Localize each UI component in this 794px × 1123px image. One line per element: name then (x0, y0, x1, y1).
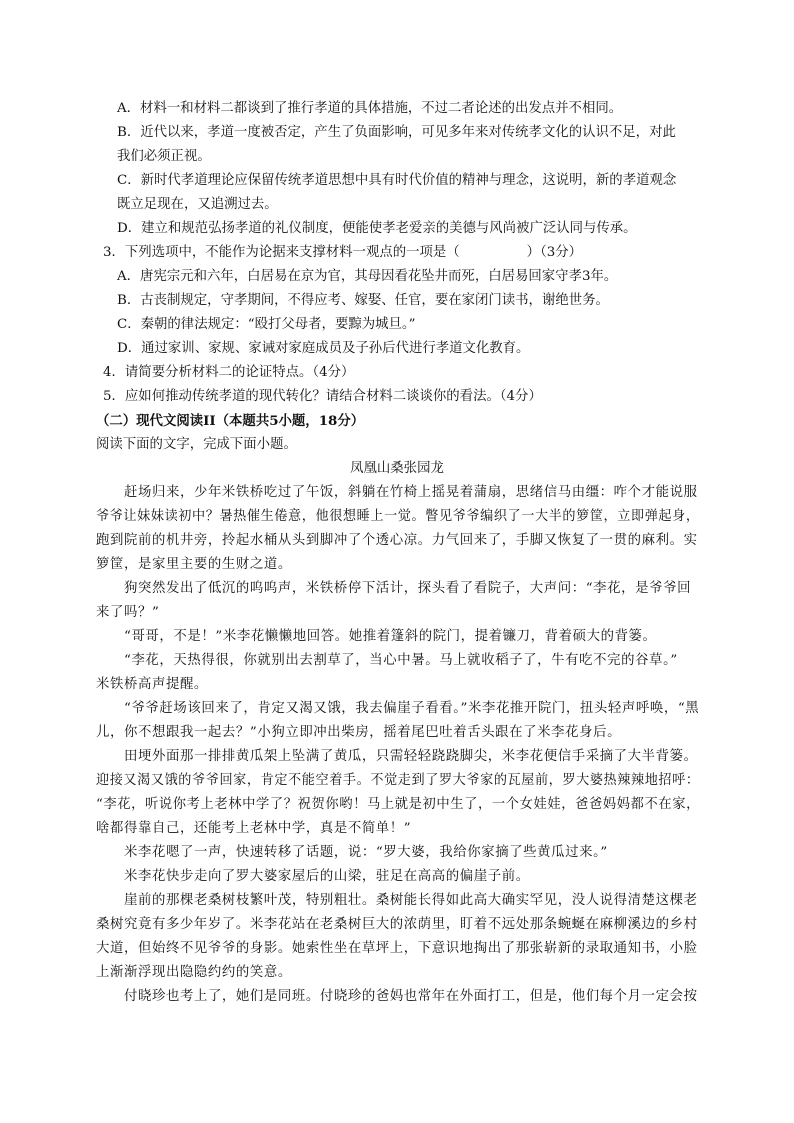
story-paragraph-line: 崖前的那棵老桑树枝繁叶茂，特别粗壮。桑树能长得如此高大确实罕见，没人说得清楚这棵老 (124, 893, 698, 908)
q3-option-d: D．通过家训、家规、家诫对家庭成员及子孙后代进行孝道文化教育。 (117, 341, 530, 356)
story-paragraph-line: 田埂外面那一排排黄瓜架上坠满了黄瓜，只需轻轻跷跷脚尖，米李花便信手采摘了大半背篓。 (124, 749, 698, 764)
story-paragraph-line: 米李花快步走向了罗大婆家屋后的山梁，驻足在高高的偏崖子前。 (124, 869, 530, 884)
question-3: 3．下列选项中，不能作为论据来支撑材料一观点的一项是（ ）（3分） (103, 245, 583, 260)
option-line-b-cont: 我们必须正视。 (117, 149, 211, 164)
option-line-c: C．新时代孝道理论应保留传统孝道思想中具有时代价值的精神与理念，这说明，新的孝道观念 (117, 173, 677, 188)
section-heading: （二）现代文阅读II（本题共5小题，18分） (96, 413, 365, 429)
story-paragraph-line: 米李花嗯了一声，快速转移了话题，说：“罗大婆，我给你家摘了些黄瓜过来。” (124, 845, 608, 860)
q3-option-a: A．唐宪宗元和六年，白居易在京为官，其母因看花坠井而死，白居易回家守孝3年。 (117, 269, 618, 284)
story-paragraph-line: 迎接又渴又饿的爷爷回家，肯定不能空着手。不觉走到了罗大爷家的瓦屋前，罗大婆热辣辣地招呼： (96, 773, 700, 788)
q3-option-b: B．古丧制规定，守孝期间，不得应考、嫁娶、任官，要在家闭门读书，谢绝世务。 (117, 293, 609, 308)
story-paragraph-line: 付晓珍也考上了，她们是同班。付晓珍的爸妈也常年在外面打工，但是，他们每个月一定会按 (124, 989, 698, 1004)
story-paragraph-line: 箩筐，是家里主要的生财之道。 (96, 557, 292, 572)
story-paragraph-line: “爷爷赶场该回来了，肯定又渴又饿，我去偏崖子看看。”米李花推开院门，扭头轻声呼唤，“黑 (124, 701, 700, 716)
story-paragraph-line: 米铁桥高声提醒。 (96, 677, 208, 692)
option-line-d: D．建立和规范弘扬孝道的礼仪制度，便能使孝老爱亲的美德与风尚被广泛认同与传承。 (117, 221, 637, 236)
story-paragraph-line: 来了吗？” (96, 605, 160, 620)
story-paragraph-line: 啥都得靠自己，还能考上老林中学，真是不简单！” (96, 821, 412, 836)
reading-instruction: 阅读下面的文字，完成下面小题。 (96, 437, 297, 452)
question-4: 4．请简要分析材料二的论证特点。（4分） (103, 365, 355, 380)
story-paragraph-line: “李花，天热得很，你就别出去割草了，当心中暑。马上就收稻子了，牛有吃不完的谷草。” (124, 653, 678, 668)
story-paragraph-line: 桑树究竟有多少年岁了。米李花站在老桑树巨大的浓荫里，盯着不远处那条蜿蜒在麻柳溪边的乡村 (96, 917, 698, 932)
story-title: 凤凰山桑张园龙 (350, 461, 444, 476)
story-paragraph-line: 狗突然发出了低沉的呜呜声，米铁桥停下活计，探头看了看院子，大声问：“李花，是爷爷回 (124, 581, 692, 596)
story-paragraph-line: “哥哥，不是！”米李花懒懒地回答。她推着篷斜的院门，提着镰刀，背着硕大的背篓。 (124, 629, 657, 644)
story-paragraph-line: 上渐渐浮现出隐隐约约的笑意。 (96, 965, 292, 980)
story-paragraph-line: 跑到院前的机井旁，拎起水桶从头到脚冲了个透心凉。力气回来了，手脚又恢复了一贯的麻利。实 (96, 533, 698, 548)
story-paragraph-line: “李花，听说你考上老林中学了？祝贺你哟！马上就是初中生了，一个女娃娃，爸爸妈妈都不在家， (96, 797, 701, 812)
option-line-b: B．近代以来，孝道一度被否定，产生了负面影响，可见多年来对传统孝文化的认识不足，对此 (117, 125, 676, 140)
q3-option-c: C．秦朝的律法规定：“殴打父母者，要黥为城旦。” (117, 317, 416, 332)
option-line-a: A．材料一和材料二都谈到了推行孝道的具体措施，不过二者论述的出发点并不相同。 (117, 101, 623, 116)
story-paragraph-line: 大道，但始终不见爷爷的身影。她索性坐在草坪上，下意识地掏出了那张崭新的录取通知书，小脸 (96, 941, 698, 956)
story-paragraph-line: 爷爷让妹妹读初中？暑热催生倦意，他很想睡上一觉。瞥见爷爷编织了一大半的箩筐，立即弹起身， (96, 509, 700, 524)
question-5: 5．应如何推动传统孝道的现代转化？请结合材料二谈谈你的看法。（4分） (103, 389, 542, 404)
story-paragraph-line: 儿，你不想跟我一起去？”小狗立即冲出柴房，摇着尾巴吐着舌头跟在了米李花身后。 (96, 725, 622, 740)
option-line-c-cont: 既立足现在，又追溯过去。 (117, 197, 278, 212)
story-paragraph-line: 赶场归来，少年米铁桥吃过了午饭，斜躺在竹椅上摇晃着蒲扇，思绪信马由缰：咋个才能说服 (124, 485, 698, 500)
